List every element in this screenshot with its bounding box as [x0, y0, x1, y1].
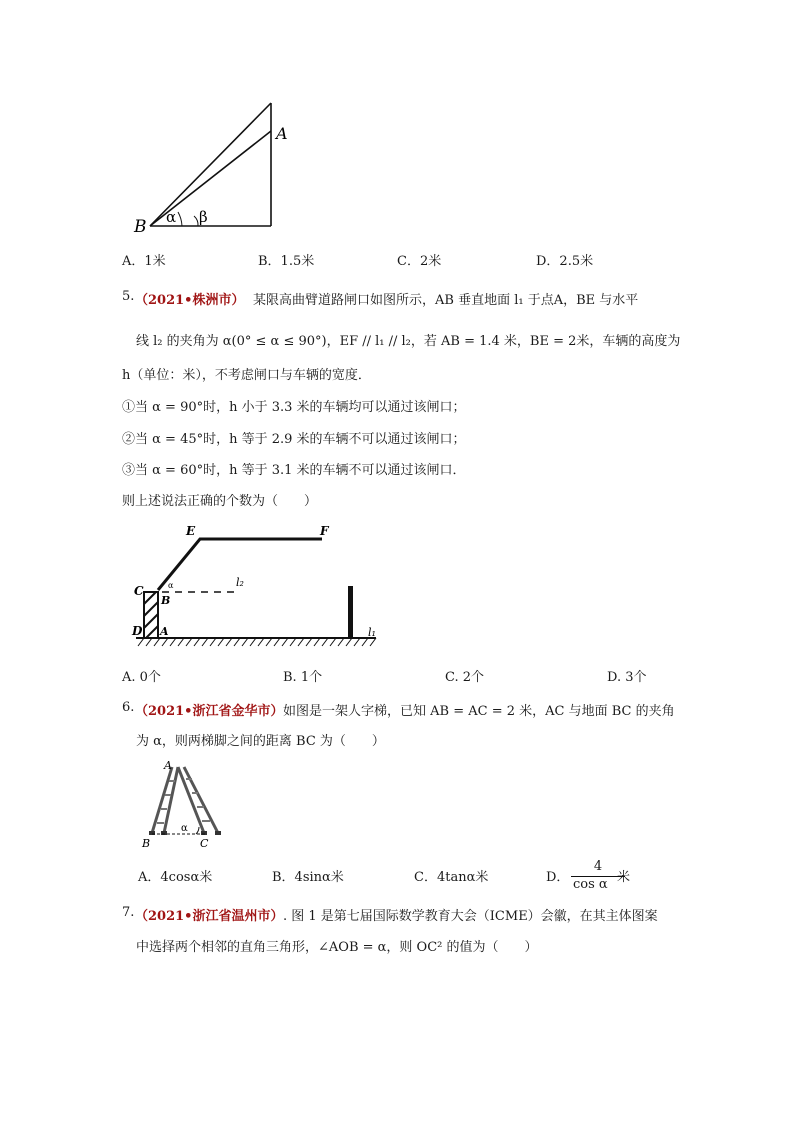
- q6-text-line2: 为 α，则两梯脚之间的距离 BC 为（ ）: [136, 734, 385, 749]
- q5-ask: 则上述说法正确的个数为（ ）: [122, 494, 318, 509]
- q6-option-d-denominator: cos α: [573, 877, 608, 892]
- q4-option-c[interactable]: C．2米: [397, 254, 442, 269]
- q7-text-line1: . 图 1 是第七届国际数学教育大会（ICME）会徽，在其主体图案: [283, 909, 658, 924]
- q4-option-d[interactable]: D．2.5米: [536, 254, 594, 269]
- figure-ladder: [138, 755, 233, 850]
- q5-option-a[interactable]: A. 0个: [122, 670, 161, 685]
- q6-text-line1: 如图是一架人字梯，已知 AB = AC = 2 米，AC 与地面 BC 的夹角: [283, 704, 675, 719]
- label-A: A: [276, 124, 288, 143]
- q6-source: （2021•浙江省金华市）: [135, 704, 284, 719]
- q5-text-line1: 某限高曲臂道路闸口如图所示，AB 垂直地面 l₁ 于点A，BE 与水平: [253, 293, 639, 308]
- q6-number: 6.: [122, 700, 135, 715]
- gate-label-E: E: [186, 524, 196, 538]
- q5-source: （2021•株洲市）: [135, 293, 245, 308]
- gate-label-l2: l₂: [236, 576, 244, 589]
- q6-option-a[interactable]: A．4cosα米: [138, 870, 213, 885]
- figure-triangle-ab: [130, 95, 300, 235]
- q5-option-c[interactable]: C. 2个: [445, 670, 485, 685]
- label-beta: β: [199, 208, 208, 226]
- q7-number: 7.: [122, 905, 135, 920]
- gate-label-F: F: [320, 524, 329, 538]
- label-B: B: [134, 217, 147, 235]
- gate-label-C: C: [134, 584, 144, 598]
- ladder-label-alpha: α: [181, 823, 188, 834]
- q5-text-line2: 线 l₂ 的夹角为 α(0° ≤ α ≤ 90°)，EF // l₁ // l₂，若 AB = 1.4 米，BE = 2米，车辆的高度为: [136, 334, 681, 349]
- gate-label-alpha: α: [168, 581, 174, 590]
- q6-option-c[interactable]: C．4tanα米: [414, 870, 489, 885]
- gate-label-D: D: [132, 624, 143, 638]
- q6-option-b[interactable]: B．4sinα米: [272, 870, 344, 885]
- ladder-label-A: A: [164, 759, 172, 772]
- q7-source: （2021•浙江省温州市）: [135, 909, 284, 924]
- q5-option-d[interactable]: D. 3个: [607, 670, 647, 685]
- ladder-label-C: C: [200, 837, 209, 850]
- gate-label-A: A: [160, 625, 169, 638]
- q5-number: 5.: [122, 289, 135, 304]
- q7-text-line2: 中选择两个相邻的直角三角形，∠AOB = α，则 OC² 的值为（ ）: [136, 940, 538, 955]
- q5-statement-3: ③当 α = 60°时，h 等于 3.1 米的车辆不可以通过该闸口．: [122, 463, 466, 478]
- q4-option-a[interactable]: A．1米: [122, 254, 166, 269]
- q5-text-line3: h（单位：米），不考虑闸口与车辆的宽度．: [122, 368, 371, 383]
- q6-option-d-numerator: 4: [593, 859, 603, 874]
- q5-statement-2: ②当 α = 45°时，h 等于 2.9 米的车辆不可以通过该闸口；: [122, 432, 466, 447]
- q6-option-d-prefix: D．: [546, 870, 570, 885]
- q5-statement-1: ①当 α = 90°时，h 小于 3.3 米的车辆均可以通过该闸口；: [122, 400, 466, 415]
- label-alpha: α: [166, 208, 177, 226]
- q5-option-b[interactable]: B. 1个: [283, 670, 323, 685]
- gate-label-B: B: [161, 594, 171, 607]
- figure-gate: [128, 520, 388, 650]
- q6-option-d-unit: 米: [617, 870, 631, 885]
- gate-label-l1: l₁: [368, 626, 376, 639]
- q4-option-b[interactable]: B．1.5米: [258, 254, 315, 269]
- ladder-label-B: B: [142, 837, 151, 850]
